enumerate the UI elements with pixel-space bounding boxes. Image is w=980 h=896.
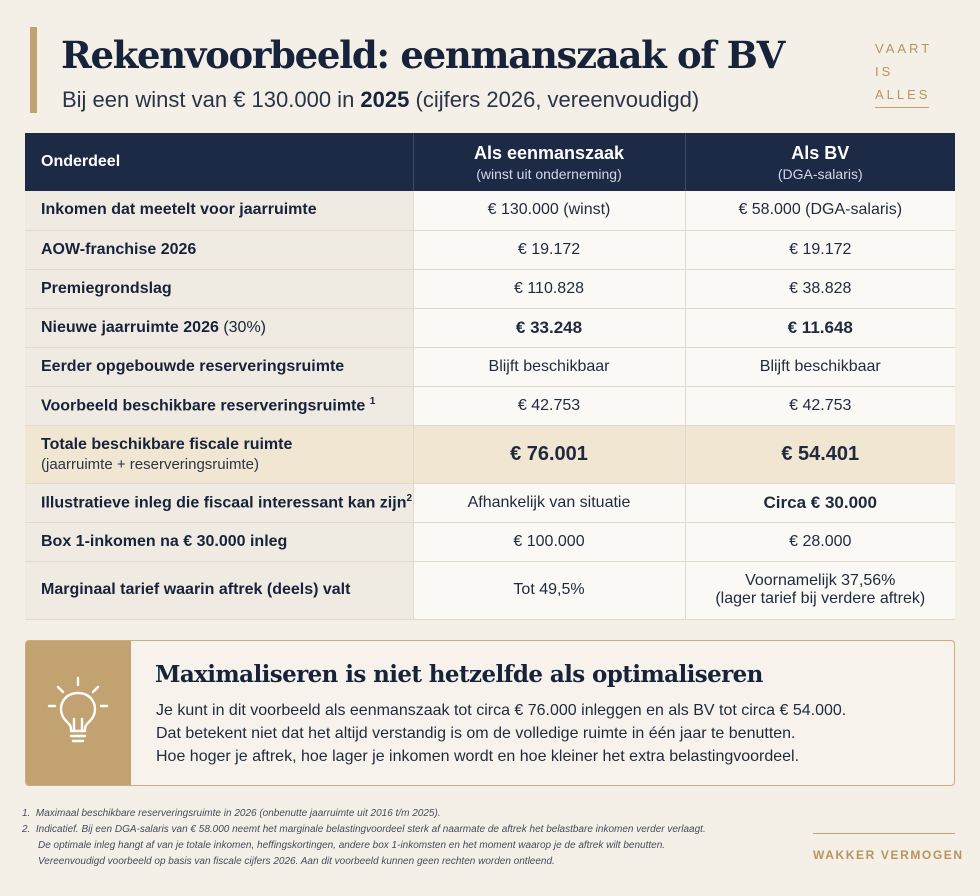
row-ez-value: Blijft beschikbaar — [413, 347, 685, 386]
row-label — [25, 386, 413, 425]
row-ez-value: € 19.172 — [413, 230, 685, 269]
footnote-number: 2. — [22, 824, 31, 835]
row-ez-value: Tot 49,5% — [413, 561, 685, 619]
footnote-number: 1. — [22, 808, 31, 819]
row-bv-value: € 19.172 — [685, 230, 955, 269]
row-bv-value — [685, 561, 955, 619]
table-row — [25, 386, 955, 425]
table-header-row — [25, 133, 955, 191]
brand-top-line1: VAART — [875, 41, 933, 56]
row-ez-value: € 100.000 — [413, 522, 685, 561]
lightbulb-icon — [46, 675, 110, 749]
footnote-ref: 2 — [406, 492, 413, 504]
row-label: Eerder opgebouwde reserveringsruimte — [25, 347, 413, 386]
table-row — [25, 347, 955, 386]
table-row — [25, 230, 955, 269]
subtitle-year: 2025 — [360, 87, 410, 112]
row-bv-value: € 54.401 — [685, 425, 955, 483]
callout-box — [25, 640, 955, 786]
disclaimer: Vereenvoudigd voorbeeld op basis van fiscale cijfers 2026. Aan dit voorbeeld kunnen geen rechten worden ontleend. — [38, 856, 555, 867]
row-label — [25, 308, 413, 347]
footnote-ref: 1 — [369, 395, 376, 407]
header-label-column: Onderdeel — [25, 133, 413, 191]
table-row — [25, 483, 955, 522]
page-title: Rekenvoorbeeld: eenmanszaak of BV — [61, 33, 785, 77]
callout-title: Maximaliseren is niet hetzelfde als optimaliseren — [155, 661, 763, 688]
row-label-sub: (jaarruimte + reserveringsruimte) — [41, 455, 259, 473]
row-ez-value: € 33.248 — [413, 308, 685, 347]
row-ez-value: € 76.001 — [413, 425, 685, 483]
table-row — [25, 522, 955, 561]
brand-top-underline — [875, 107, 929, 108]
row-label: AOW-franchise 2026 — [25, 230, 413, 269]
footnote-text: Maximaal beschikbare reserveringsruimte in 2026 (onbenutte jaarruimte uit 2016 t/m 2025). — [35, 808, 441, 819]
row-bv-value: € 58.000 (DGA-salaris) — [685, 191, 955, 230]
header-ez-title: Als eenmanszaak — [473, 142, 625, 163]
table-row — [25, 269, 955, 308]
row-ez-value: € 110.828 — [413, 269, 685, 308]
row-label — [25, 425, 413, 483]
brand-top-line2: IS — [875, 64, 894, 79]
callout-line: Hoe hoger je aftrek, hoe lager je inkomen wordt en hoe kleiner het extra belastingvoordeel. — [156, 748, 800, 765]
row-label: Marginaal tarief waarin aftrek (deels) valt — [25, 561, 413, 619]
row-bv-value: Blijft beschikbaar — [685, 347, 955, 386]
footnote-2-continued: De optimale inleg hangt af van je totale inkomen, heffingskortingen, andere box 1-inkomsten en het moment waarop je de aftrek wilt benutten. — [38, 840, 666, 851]
header-bv-column — [685, 133, 955, 191]
callout-line: Je kunt in dit voorbeeld als eenmanszaak tot circa € 76.000 inleggen en als BV tot circa € 54.000. — [156, 702, 847, 719]
row-label-main: Voorbeeld beschikbare reserveringsruimte — [41, 397, 366, 415]
brand-bottom-rule — [813, 833, 955, 834]
callout-icon-panel — [26, 641, 131, 786]
header-bv-subtitle: (DGA-salaris) — [777, 165, 863, 182]
row-label-main: Illustratieve inleg die fiscaal interessant kan zijn — [41, 494, 407, 512]
row-label: Premiegrondslag — [25, 269, 413, 308]
footnote-2 — [22, 822, 802, 838]
row-ez-value: € 42.753 — [413, 386, 685, 425]
header-eenmanszaak-column — [413, 133, 685, 191]
brand-logo-bottom: WAKKER VERMOGEN — [813, 848, 964, 862]
brand-top-line3: ALLES — [875, 87, 931, 102]
callout-text — [156, 699, 936, 768]
footnotes — [22, 806, 802, 870]
header-bv-title: Als BV — [791, 142, 850, 163]
subtitle-prefix: Bij een winst van € 130.000 in — [62, 87, 361, 112]
callout-line: Dat betekent niet dat het altijd verstandig is om de volledige ruimte in één jaar te benutten. — [156, 725, 796, 742]
row-bv-value-sub: (lager tarief bij verdere aftrek) — [715, 590, 926, 607]
row-bv-value-main: Voornamelijk 37,56% — [745, 572, 896, 589]
footnote-1 — [22, 806, 802, 822]
table-row — [25, 561, 955, 619]
row-bv-value: € 42.753 — [685, 386, 955, 425]
row-bv-value: Circa € 30.000 — [685, 483, 955, 522]
row-ez-value: Afhankelijk van situatie — [413, 483, 685, 522]
title-accent-bar — [30, 27, 37, 113]
header-ez-subtitle: (winst uit onderneming) — [476, 165, 622, 182]
footnote-text: Indicatief. Bij een DGA-salaris van € 58.000 neemt het marginale belastingvoordeel sterk af naarmate de aftrek het belastbare inkomen verder verlaagt. — [35, 824, 706, 835]
comparison-table — [25, 133, 955, 620]
row-ez-value: € 130.000 (winst) — [413, 191, 685, 230]
row-label-extra: (30%) — [218, 318, 266, 336]
total-row — [25, 425, 955, 483]
row-bv-value: € 28.000 — [685, 522, 955, 561]
row-bv-value: € 38.828 — [685, 269, 955, 308]
row-bv-value: € 11.648 — [685, 308, 955, 347]
row-label: Inkomen dat meetelt voor jaarruimte — [25, 191, 413, 230]
table-row — [25, 191, 955, 230]
subtitle-suffix: (cijfers 2026, vereenvoudigd) — [409, 87, 700, 112]
row-label: Box 1-inkomen na € 30.000 inleg — [25, 522, 413, 561]
row-label — [25, 483, 413, 522]
brand-logo-top — [875, 37, 935, 106]
row-label-main: Nieuwe jaarruimte 2026 — [41, 318, 219, 336]
row-label-main: Totale beschikbare fiscale ruimte — [41, 435, 293, 453]
table-row — [25, 308, 955, 347]
page-subtitle — [62, 87, 699, 113]
